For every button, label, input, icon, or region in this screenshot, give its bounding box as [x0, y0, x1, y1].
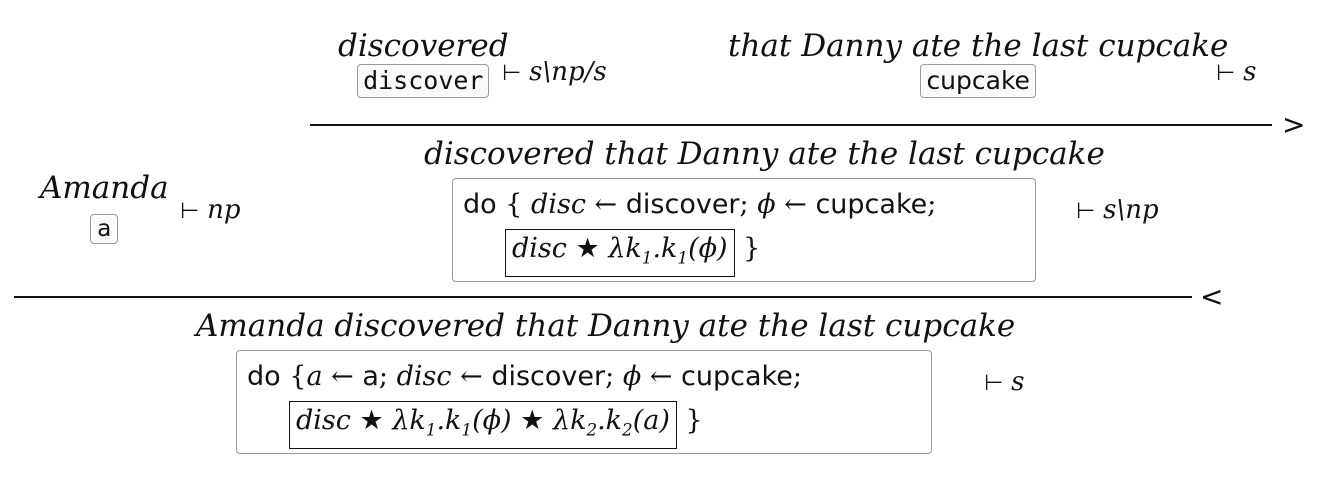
lex-discover: discover — [625, 189, 740, 220]
do-keyword: do — [463, 189, 497, 220]
bind-arrow: ← — [331, 361, 354, 392]
a-arg: (a) — [632, 405, 670, 436]
bind-arrow: ← — [594, 189, 618, 220]
vp-semantics-box — [452, 178, 1036, 282]
vp-return-line — [463, 227, 1027, 277]
discovered-phrase: discovered — [338, 28, 509, 64]
inner-disc: disc — [512, 233, 567, 264]
backward-application-rule — [14, 296, 1192, 298]
lex-cupcake: cupcake — [681, 361, 793, 392]
semicolon: ; — [927, 189, 937, 220]
a-lexeme-box: a — [90, 214, 118, 244]
sentence-return-line — [247, 399, 923, 449]
semicolon: ; — [792, 361, 802, 392]
backward-application-label: < — [1200, 280, 1224, 313]
var-disc: disc — [396, 361, 452, 392]
vp-category: s\np — [1103, 195, 1159, 225]
lex-discover: discover — [491, 361, 606, 392]
sentence-phrase: Amanda discovered that Danny ate the last cupcake — [196, 308, 1016, 344]
turnstile-icon: ⊢ — [180, 199, 200, 224]
discovered-category: s\np/s — [529, 57, 607, 87]
subscript-2: 2 — [622, 419, 633, 440]
semicolon: ; — [605, 361, 615, 392]
that-clause-phrase: that Danny ate the last cupcake — [728, 28, 1229, 64]
var-disc: disc — [531, 189, 586, 220]
turnstile-icon: ⊢ — [984, 371, 1004, 396]
bind-star: ★ — [359, 405, 384, 436]
lambda-k1: λk — [392, 405, 426, 436]
close-brace: } — [743, 233, 761, 264]
discovered-leaf — [338, 26, 509, 98]
subscript-1: 1 — [677, 247, 689, 268]
lex-cupcake: cupcake — [815, 189, 928, 220]
subscript-1: 1 — [641, 247, 653, 268]
do-keyword: do — [247, 361, 281, 392]
turnstile-icon: ⊢ — [1216, 61, 1236, 86]
sentence-category: s — [1011, 367, 1025, 397]
discover-lexeme-box: discover — [357, 64, 489, 98]
vp-phrase: discovered that Danny ate the last cupcake — [424, 136, 1105, 172]
inner-disc: disc — [296, 405, 351, 436]
amanda-judgement — [180, 195, 241, 225]
open-brace: { — [289, 361, 307, 392]
subscript-1: 1 — [461, 419, 473, 440]
sentence-judgement — [984, 367, 1025, 397]
app-k1: .k — [436, 405, 462, 436]
amanda-category: np — [207, 195, 241, 225]
var-phi: ϕ — [757, 189, 776, 220]
that-clause-category: s — [1243, 57, 1257, 87]
vp-continuation-box — [505, 229, 735, 277]
semicolon: ; — [378, 361, 389, 392]
lambda-k2: λk — [552, 405, 587, 436]
forward-application-label: > — [1282, 108, 1306, 141]
close-brace: } — [685, 405, 703, 436]
sentence-do-line — [247, 355, 923, 399]
that-clause-leaf — [728, 26, 1228, 98]
var-phi: ϕ — [622, 361, 642, 392]
bind-arrow: ← — [460, 361, 483, 392]
turnstile-icon: ⊢ — [502, 61, 522, 86]
lex-a: a — [362, 361, 379, 392]
sentence-semantics-box — [236, 350, 932, 454]
turnstile-icon: ⊢ — [1076, 199, 1096, 224]
amanda-leaf — [40, 168, 169, 244]
phi-arg: (ϕ) — [472, 405, 512, 436]
forward-application-rule — [310, 124, 1272, 126]
bind-star: ★ — [575, 233, 600, 264]
subscript-1: 1 — [425, 419, 437, 440]
vp-judgement — [1076, 195, 1159, 225]
phi-arg: (ϕ) — [688, 233, 728, 264]
amanda-phrase: Amanda — [40, 170, 169, 206]
var-a: a — [306, 361, 323, 392]
app-k1: .k — [652, 233, 678, 264]
cupcake-lexeme-box: cupcake — [920, 64, 1036, 98]
bind-arrow: ← — [784, 189, 807, 220]
bind-arrow: ← — [649, 361, 673, 392]
app-k2: .k — [597, 405, 623, 436]
vp-do-line — [463, 183, 1027, 227]
that-clause-judgement — [1216, 57, 1257, 87]
semicolon: ; — [739, 189, 749, 220]
bind-star: ★ — [520, 405, 545, 436]
sentence-continuation-box — [289, 401, 677, 449]
lambda-k1: λk — [608, 233, 642, 264]
open-brace: { — [505, 189, 523, 220]
discovered-judgement — [502, 57, 607, 87]
subscript-2: 2 — [586, 419, 598, 440]
